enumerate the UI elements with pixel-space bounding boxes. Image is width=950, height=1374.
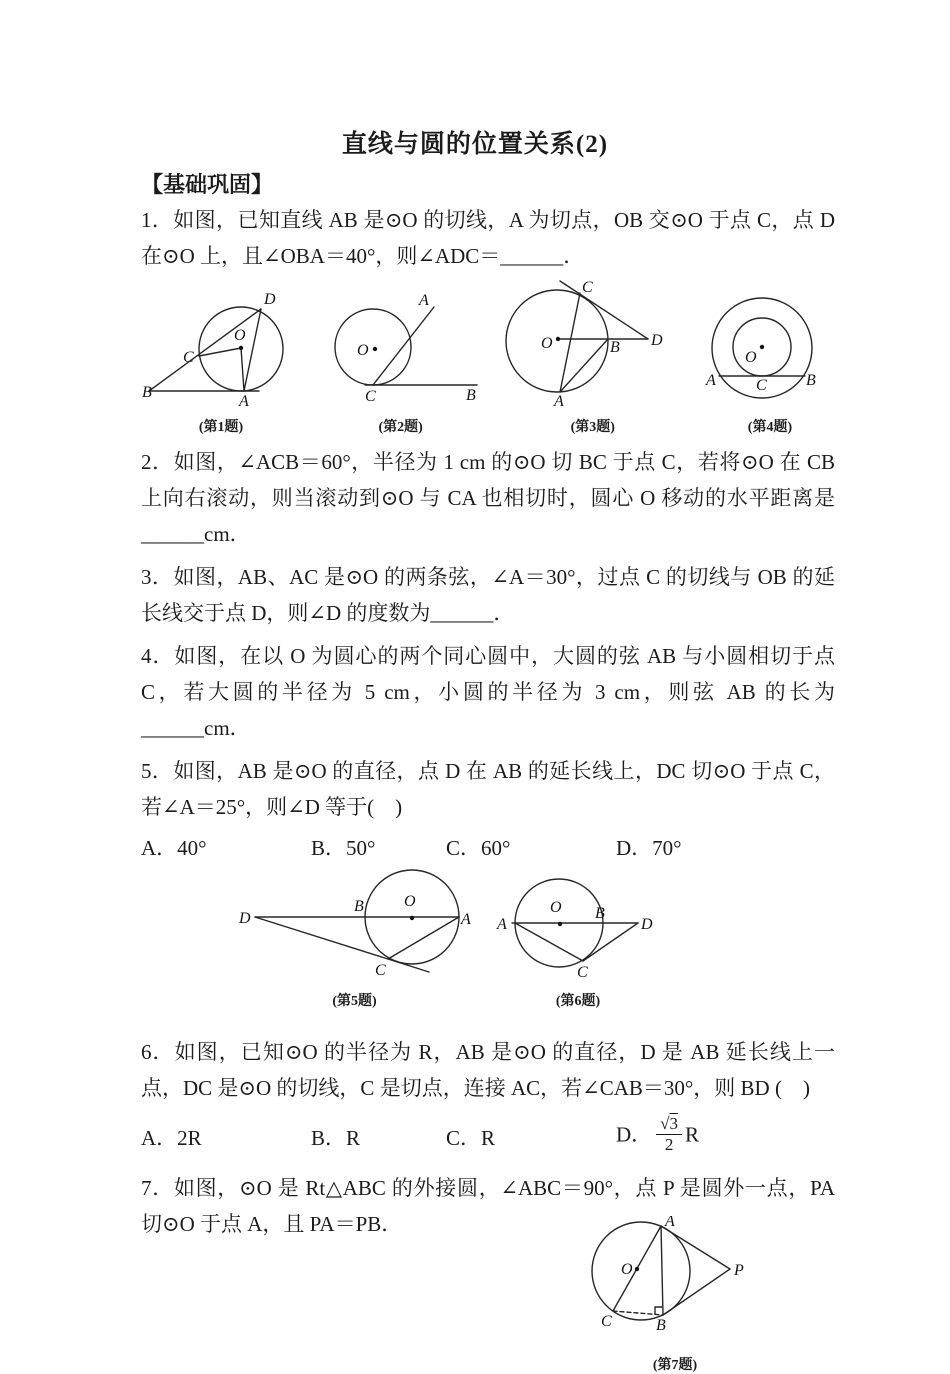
circle (592, 1222, 690, 1320)
point-label-d: D (641, 916, 653, 933)
point-label-c: C (364, 388, 376, 405)
point-label-c: C (755, 377, 767, 394)
figure-q3 (500, 280, 685, 436)
point-label-a: A (705, 372, 716, 389)
point-label-a: A (239, 393, 249, 408)
point-label-d: D (239, 910, 251, 927)
center-dot (635, 1267, 639, 1271)
worksheet-content (141, 168, 835, 1374)
figure-q3-drawing (500, 280, 685, 408)
question-3: 3．如图，AB、AC 是⊙O 的两条弦，∠A＝30°，过点 C 的切线与 OB 的延长线交于点 D，则∠D 的度数为______． (141, 565, 835, 625)
radical-sign: √ (660, 1114, 670, 1134)
figure-row-2 (237, 867, 835, 1010)
point-label-a: A (461, 911, 471, 928)
q6-option-d-label: D． (616, 1122, 653, 1147)
point-label-c: C (582, 280, 593, 296)
center-dot (558, 922, 562, 926)
fraction-numerator (656, 1115, 682, 1134)
point-label-a: A (497, 916, 507, 933)
figure-q6-lines (512, 923, 638, 961)
point-label-o: O (621, 1261, 633, 1278)
point-label-b: B (656, 1317, 666, 1334)
figure-q5-drawing (237, 867, 472, 982)
question-5: 5．如图，AB 是⊙O 的直径，点 D 在 AB 的延长线上，DC 切⊙O 于点 C，若∠A＝25°，则∠D 等于( ) (141, 759, 835, 819)
point-label-o: O (404, 893, 416, 910)
point-label-c: C (577, 964, 588, 981)
figure-q7 (585, 1216, 835, 1374)
q5-option-c: C．60° (446, 836, 511, 860)
point-label-a: A (665, 1216, 675, 1230)
point-label-a: A (554, 393, 565, 408)
center-dot (239, 346, 243, 350)
point-label-b: B (595, 905, 605, 922)
figure-q6-drawing (488, 867, 668, 982)
figure-q1 (141, 290, 301, 436)
question-7: 7．如图，⊙O 是 Rt△ABC 的外接圆，∠ABC＝90°，点 P 是圆外一点，PA 切⊙O 于点 A，且 PA＝PB． (141, 1176, 835, 1236)
point-label-c: C (375, 962, 386, 979)
q6-option-d-suffix: R (685, 1122, 700, 1147)
figure-q3-lines (558, 281, 648, 392)
point-label-d: D (264, 291, 276, 308)
point-label-o: O (234, 327, 246, 344)
figure-q4 (705, 290, 835, 436)
point-label-b: B (805, 372, 816, 389)
figure-q2-lines (365, 307, 477, 385)
center-dot (410, 916, 414, 920)
question-2: 2．如图，∠ACB＝60°，半径为 1 cm 的⊙O 切 BC 于点 C，若将⊙O 在 CB 上向右滚动，则当滚动到⊙O 与 CA 也相切时，圆心 O 移动的水平距离是______cm． (141, 450, 835, 546)
q6-option-c: C．R (446, 1126, 496, 1150)
figure-q4-drawing (705, 290, 835, 408)
figure-row-1 (141, 280, 835, 436)
figure-q7-drawing (585, 1216, 835, 1346)
figure-q1-caption: (第1题) (198, 420, 244, 435)
center-dot (760, 345, 764, 349)
fraction-denominator: 2 (664, 1134, 674, 1154)
figure-q6 (488, 867, 668, 1010)
figure-q2-caption: (第2题) (378, 420, 423, 435)
figure-q2-drawing (321, 290, 481, 408)
circle (335, 309, 411, 385)
point-label-c: C (183, 349, 194, 366)
q6-option-a: A．2R (141, 1126, 202, 1150)
question-6: 6．如图，已知⊙O 的半径为 R，AB 是⊙O 的直径，D 是 AB 延长线上一点，DC 是⊙O 的切线，C 是切点，连接 AC，若∠CAB＝30°，则 BD ( ) (141, 1040, 835, 1100)
point-label-d: D (651, 332, 663, 349)
circle (506, 290, 608, 392)
point-label-b: B (354, 898, 364, 915)
figure-q1-drawing (141, 290, 301, 408)
point-label-o: O (744, 349, 757, 366)
figure-q5-caption: (第5题) (332, 994, 377, 1009)
point-label-a: A (418, 292, 429, 309)
figure-q7-caption: (第7题) (652, 1358, 698, 1373)
figure-q1-lines (149, 309, 261, 391)
radicand: 3 (669, 1114, 679, 1134)
center-dot (556, 337, 560, 341)
section-header: 【基础巩固】 (141, 172, 274, 197)
point-label-b: B (610, 339, 621, 356)
figure-q2 (321, 290, 481, 436)
q5-option-b: B．50° (311, 836, 376, 860)
question-4: 4．如图，在以 O 为圆心的两个同心圆中，大圆的弦 AB 与小圆相切于点 C，若大圆的半径为 5 cm，小圆的半径为 3 cm，则弦 AB 的长为______cm． (141, 644, 835, 740)
point-label-o: O (550, 899, 562, 916)
point-label-c: C (601, 1313, 612, 1330)
figure-q6-caption: (第6题) (555, 994, 601, 1009)
figure-q5 (237, 867, 472, 1010)
q6-option-d (616, 1115, 699, 1159)
question-1: 1．如图，已知直线 AB 是⊙O 的切线，A 为切点，OB 交⊙O 于点 C，点 D 在⊙O 上，且∠OBA＝40°，则∠ADC＝______． (141, 208, 835, 268)
point-label-b: B (142, 384, 152, 401)
q5-option-a: A．40° (141, 836, 207, 860)
center-dot (372, 347, 376, 351)
right-angle-mark (655, 1307, 662, 1314)
q6-option-b: B．R (311, 1126, 361, 1150)
point-label-o: O (356, 342, 369, 359)
q5-option-d: D．70° (616, 836, 682, 860)
figure-q5-lines (255, 917, 459, 972)
q6-options (141, 1114, 835, 1160)
q6-option-d-fraction (656, 1115, 682, 1153)
q5-options (141, 833, 835, 861)
point-label-p: P (734, 1262, 744, 1279)
page-title: 直线与圆的位置关系(2) (341, 131, 609, 158)
point-label-b: B (465, 387, 476, 404)
figure-q4-caption: (第4题) (747, 420, 793, 435)
point-label-o: O (541, 335, 553, 352)
figure-q3-caption: (第3题) (570, 420, 615, 435)
